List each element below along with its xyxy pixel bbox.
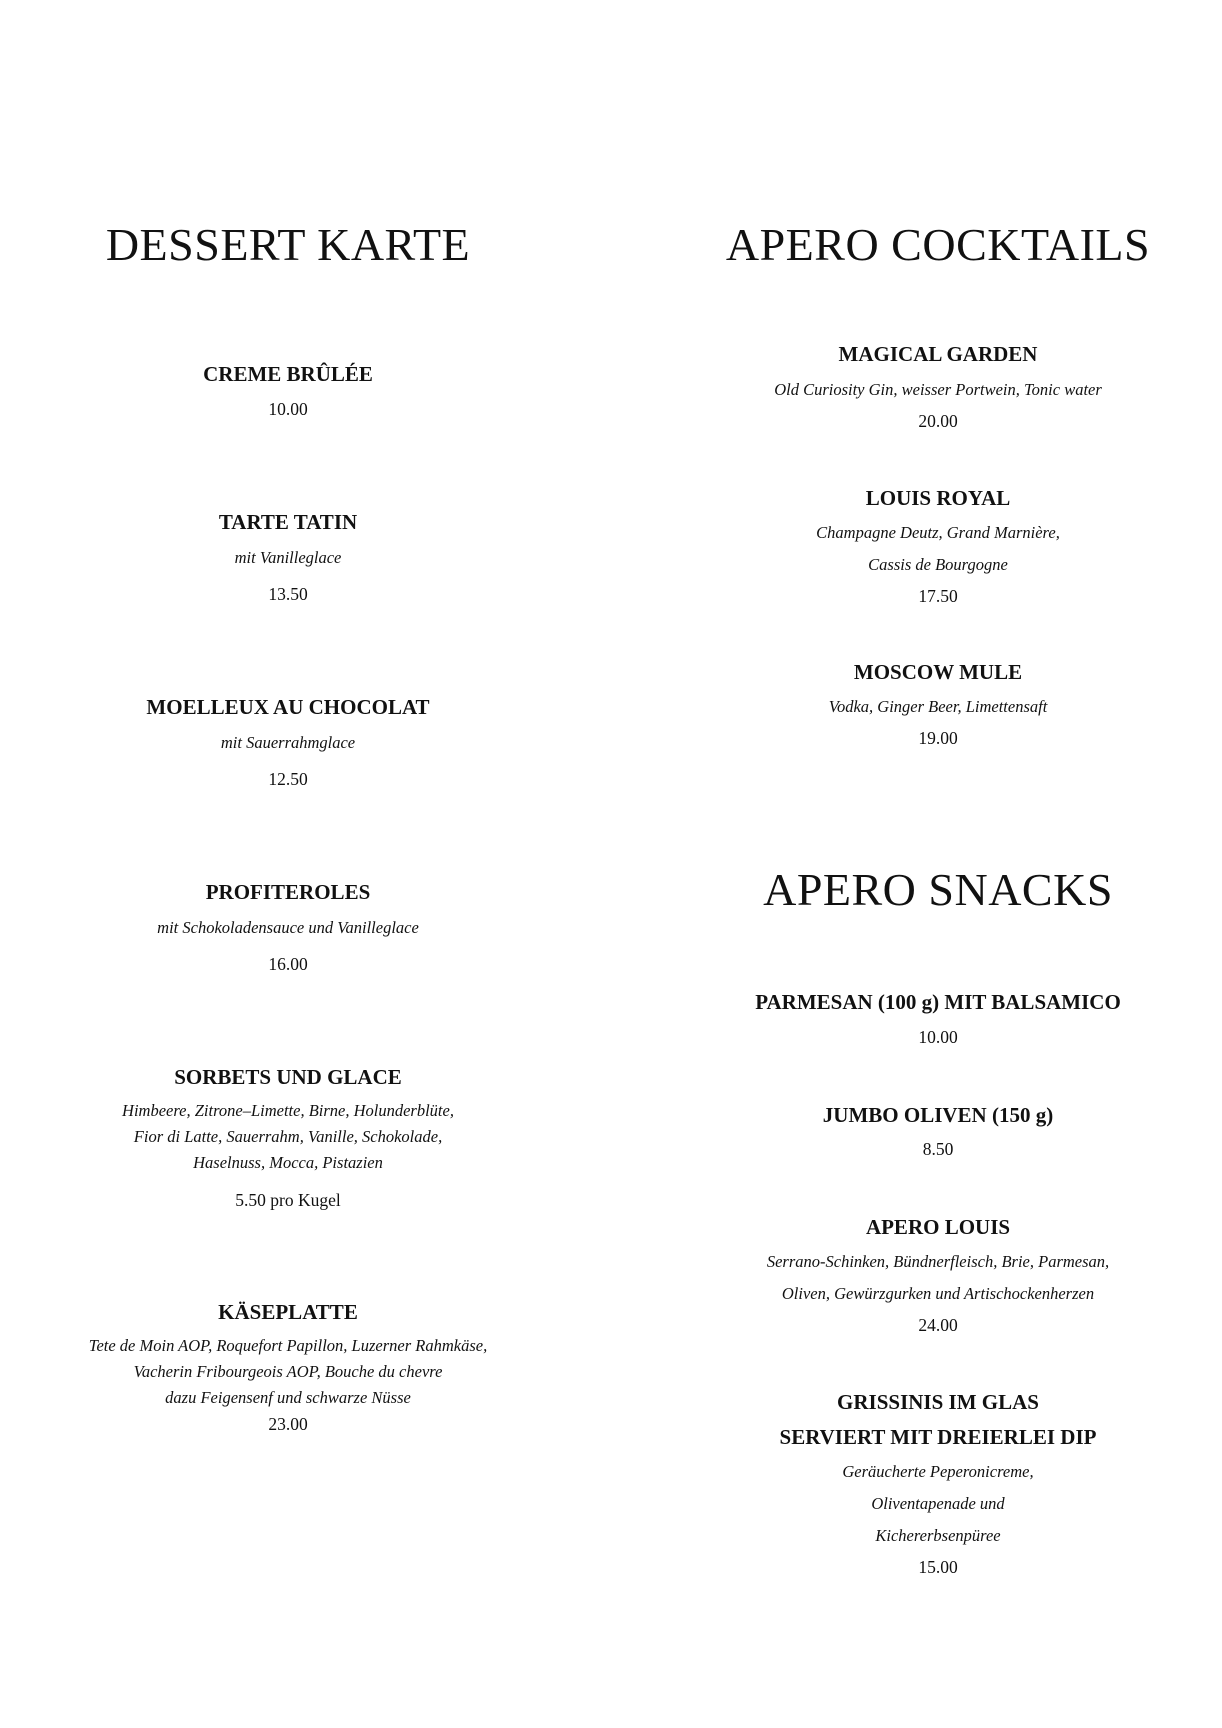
menu-item-price: 5.50 pro Kugel <box>235 1190 341 1210</box>
menu-item-name: PARMESAN (100 g) MIT BALSAMICO <box>755 990 1121 1014</box>
menu-item-price: 12.50 <box>268 769 308 789</box>
menu-item-name: MAGICAL GARDEN <box>838 342 1038 366</box>
menu-item-name: LOUIS ROYAL <box>865 486 1011 510</box>
menu-item-name: GRISSINIS IM GLAS <box>837 1390 1039 1414</box>
menu-item-description: Kichererbsenpüree <box>875 1526 1001 1545</box>
menu-item-price: 15.00 <box>918 1557 958 1577</box>
menu-item-description: Vodka, Ginger Beer, Limettensaft <box>828 697 1048 716</box>
menu-item-name: SERVIERT MIT DREIERLEI DIP <box>779 1425 1097 1449</box>
menu-item-price: 19.00 <box>918 728 958 748</box>
menu-item-price: 20.00 <box>918 411 958 431</box>
menu-item-description: mit Vanilleglace <box>234 548 342 567</box>
menu-item-price: 10.00 <box>918 1027 958 1047</box>
menu-item-name: SORBETS UND GLACE <box>174 1065 402 1089</box>
menu-item-name: JUMBO OLIVEN (150 g) <box>822 1103 1054 1127</box>
menu-item-description: Oliven, Gewürzgurken und Artischockenherzen <box>781 1284 1095 1303</box>
menu-item-price: 16.00 <box>268 954 308 974</box>
menu-item-price: 17.50 <box>918 586 958 606</box>
menu-item-description: Oliventapenade und <box>871 1494 1005 1513</box>
menu-item-description: Tete de Moin AOP, Roquefort Papillon, Luzerner Rahmkäse, <box>88 1336 488 1355</box>
menu-item-description: Champagne Deutz, Grand Marnière, <box>816 523 1060 542</box>
menu-item-price: 13.50 <box>268 584 308 604</box>
menu-item-name: MOELLEUX AU CHOCOLAT <box>146 695 430 719</box>
apero-snacks-heading: APERO SNACKS <box>763 864 1113 915</box>
menu-item-name: KÄSEPLATTE <box>218 1300 358 1324</box>
menu-item-price: 8.50 <box>922 1139 954 1159</box>
menu-item-description: Haselnuss, Mocca, Pistazien <box>193 1153 383 1172</box>
menu-item-name: TARTE TATIN <box>218 510 358 534</box>
dessert-karte-heading: DESSERT KARTE <box>105 219 471 270</box>
menu-item-description: Serrano-Schinken, Bündnerfleisch, Brie, Parmesan, <box>766 1252 1110 1271</box>
menu-item-price: 24.00 <box>918 1315 958 1335</box>
menu-item-description: Fior di Latte, Sauerrahm, Vanille, Schokolade, <box>133 1127 443 1146</box>
apero-cocktails-heading: APERO COCKTAILS <box>725 219 1151 270</box>
menu-item-name: APERO LOUIS <box>865 1215 1011 1239</box>
menu-item-description: Old Curiosity Gin, weisser Portwein, Tonic water <box>774 380 1102 399</box>
menu-item-description: mit Sauerrahmglace <box>220 733 356 752</box>
menu-item-description: Himbeere, Zitrone–Limette, Birne, Holunderblüte, <box>122 1101 454 1120</box>
menu-item-name: PROFITEROLES <box>205 880 371 904</box>
menu-item-price: 10.00 <box>268 399 308 419</box>
menu-item-name: MOSCOW MULE <box>853 660 1023 684</box>
menu-item-name: CREME BRÛLÉE <box>203 362 373 386</box>
menu-item-price: 23.00 <box>268 1414 308 1434</box>
menu-item-description: mit Schokoladensauce und Vanilleglace <box>157 918 419 937</box>
menu-item-description: Vacherin Fribourgeois AOP, Bouche du chevre <box>133 1362 443 1381</box>
menu-item-description: Geräucherte Peperonicreme, <box>842 1462 1034 1481</box>
menu-item-description: Cassis de Bourgogne <box>868 555 1008 574</box>
menu-item-description: dazu Feigensenf und schwarze Nüsse <box>165 1388 411 1407</box>
